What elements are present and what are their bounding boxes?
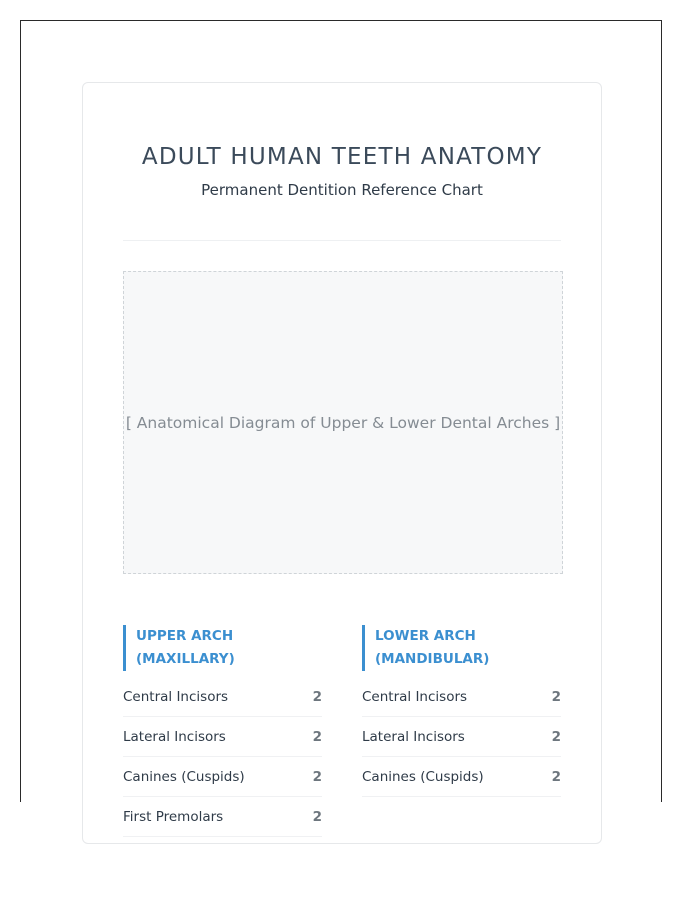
tooth-row: [123, 797, 322, 837]
tooth-count: 2: [312, 768, 322, 785]
tooth-count: 2: [551, 768, 561, 785]
tooth-row: [123, 717, 322, 757]
tooth-name: First Premolars: [123, 808, 224, 825]
tooth-row: [362, 757, 561, 797]
lower-arch-heading: LOWER ARCH (MANDIBULAR): [362, 625, 561, 671]
tooth-count: 2: [312, 688, 322, 705]
tooth-name: Lateral Incisors: [362, 728, 465, 745]
tooth-name: Central Incisors: [362, 688, 468, 705]
tooth-row: [123, 677, 322, 717]
tooth-count: 2: [312, 728, 322, 745]
tooth-name: Canines (Cuspids): [123, 768, 245, 785]
tooth-name: Lateral Incisors: [123, 728, 226, 745]
tooth-row: [362, 717, 561, 757]
tooth-row: [123, 757, 322, 797]
tooth-name: Central Incisors: [123, 688, 229, 705]
upper-arch-section: [123, 625, 322, 837]
tooth-count: 2: [312, 808, 322, 825]
page-viewport: [20, 20, 662, 825]
diagram-placeholder: [123, 271, 563, 574]
tooth-row: [362, 677, 561, 717]
tooth-count: 2: [551, 688, 561, 705]
page-title: ADULT HUMAN TEETH ANATOMY: [141, 144, 543, 171]
page-subtitle: Permanent Dentition Reference Chart: [201, 181, 483, 199]
diagram-placeholder-text: [ Anatomical Diagram of Upper & Lower Dental Arches ]: [125, 413, 561, 432]
tooth-count: 2: [551, 728, 561, 745]
reference-card: [82, 82, 602, 844]
upper-arch-heading: UPPER ARCH (MAXILLARY): [123, 625, 322, 671]
tooth-name: Canines (Cuspids): [362, 768, 484, 785]
header-divider: [123, 240, 561, 241]
lower-arch-section: [362, 625, 561, 797]
